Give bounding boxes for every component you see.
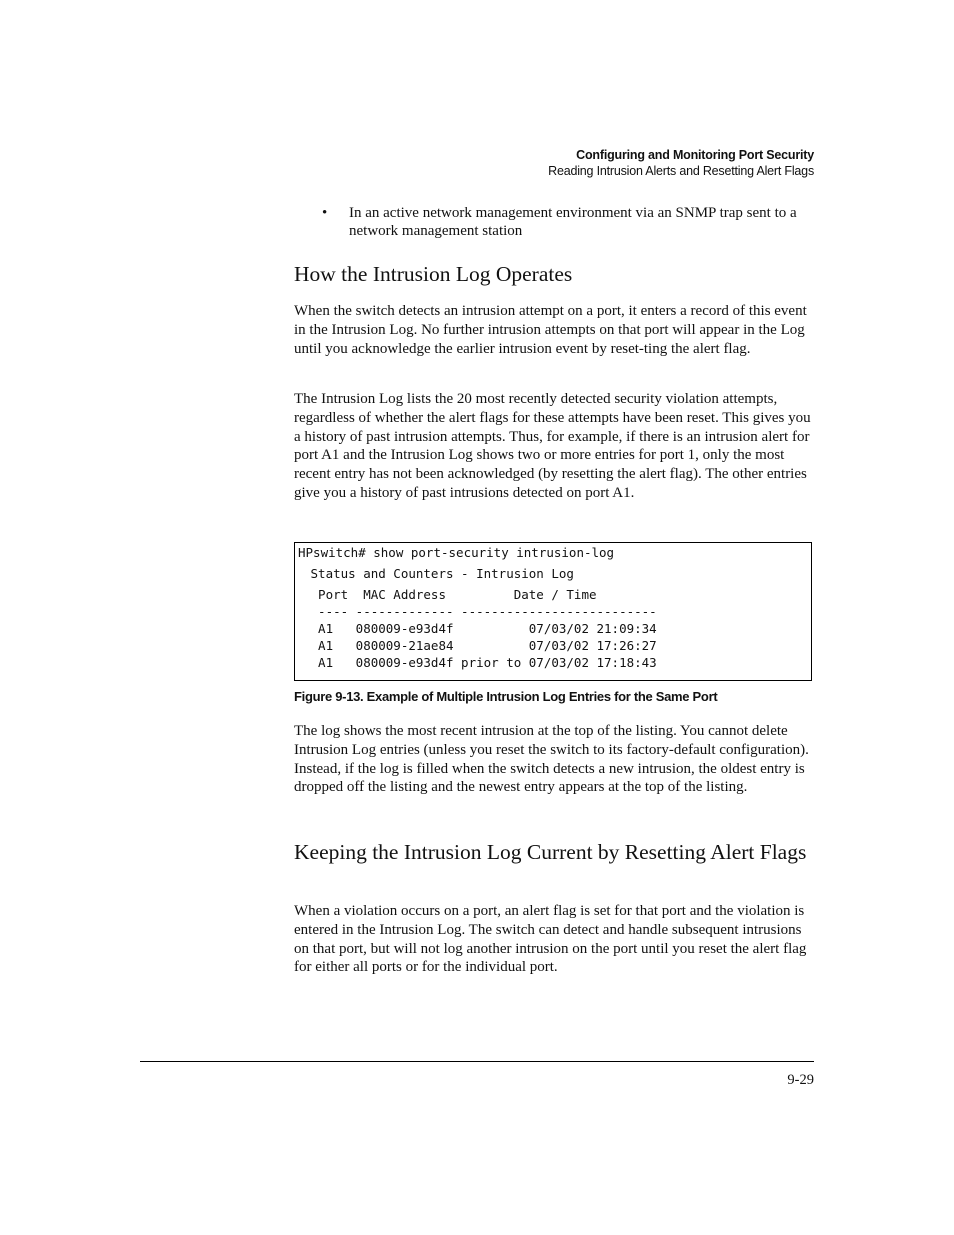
cli-separator: ---- ------------- -------------------------- bbox=[303, 604, 657, 619]
cli-log-entry: A1 080009-e93d4f 07/03/02 21:09:34 bbox=[303, 621, 657, 636]
bullet-icon: • bbox=[322, 205, 328, 221]
section-heading-resetting-alert-flags: Keeping the Intrusion Log Current by Resetting Alert Flags bbox=[294, 840, 807, 864]
cli-output-figure bbox=[294, 542, 812, 681]
cli-column-headers: Port MAC Address Date / Time bbox=[303, 587, 597, 602]
section-heading-intrusion-log: How the Intrusion Log Operates bbox=[294, 262, 573, 286]
figure-caption: Figure 9-13. Example of Multiple Intrusion Log Entries for the Same Port bbox=[294, 689, 718, 704]
running-header-subtitle: Reading Intrusion Alerts and Resetting Alert Flags bbox=[548, 164, 814, 178]
paragraph-log-order: The log shows the most recent intrusion at the top of the listing. You cannot delete Intrusion Log entries (unless you reset the switch to its factory-default configuration). Instead, if the log is filled when the switch detects a new intrusion, the oldest entry is dropped off the listing and the newest entry appears at the top of the listing. bbox=[294, 723, 809, 796]
cli-log-entry: A1 080009-e93d4f prior to 07/03/02 17:18:43 bbox=[303, 655, 657, 670]
running-header-title: Configuring and Monitoring Port Security bbox=[576, 148, 814, 162]
paragraph-intrusion-history: The Intrusion Log lists the 20 most recently detected security violation attempts, regardless of whether the alert flags for these attempts have been reset. This gives you a history of past intrusion attempts. Thus, for example, if there is an intrusion alert for port A1 and the Intrusion Log shows two or more entries for port 1, only the most recent entry has not been acknowledged (by resetting the alert flag). The other entries give you a history of past intrusions detected on port A1. bbox=[294, 391, 811, 501]
bullet-text: In an active network management environment via an SNMP trap sent to a network management station bbox=[349, 205, 797, 239]
paragraph-alert-flag: When a violation occurs on a port, an alert flag is set for that port and the violation is entered in the Intrusion Log. The switch can detect and handle subsequent intrusions on that port, but will not log another intrusion on the port until you reset the alert flag for either all ports or for the individual port. bbox=[294, 903, 807, 976]
paragraph-intrusion-record: When the switch detects an intrusion attempt on a port, it enters a record of this event in the Intrusion Log. No further intrusion attempts on that port will appear in the Log until you acknowledge the earlier intrusion event by reset-ting the alert flag. bbox=[294, 303, 807, 357]
cli-title-line: Status and Counters - Intrusion Log bbox=[303, 566, 574, 581]
cli-log-entry: A1 080009-21ae84 07/03/02 17:26:27 bbox=[303, 638, 657, 653]
footer-divider bbox=[140, 1061, 814, 1062]
page-number: 9-29 bbox=[787, 1072, 814, 1088]
cli-command-line: HPswitch# show port-security intrusion-log bbox=[298, 545, 615, 560]
